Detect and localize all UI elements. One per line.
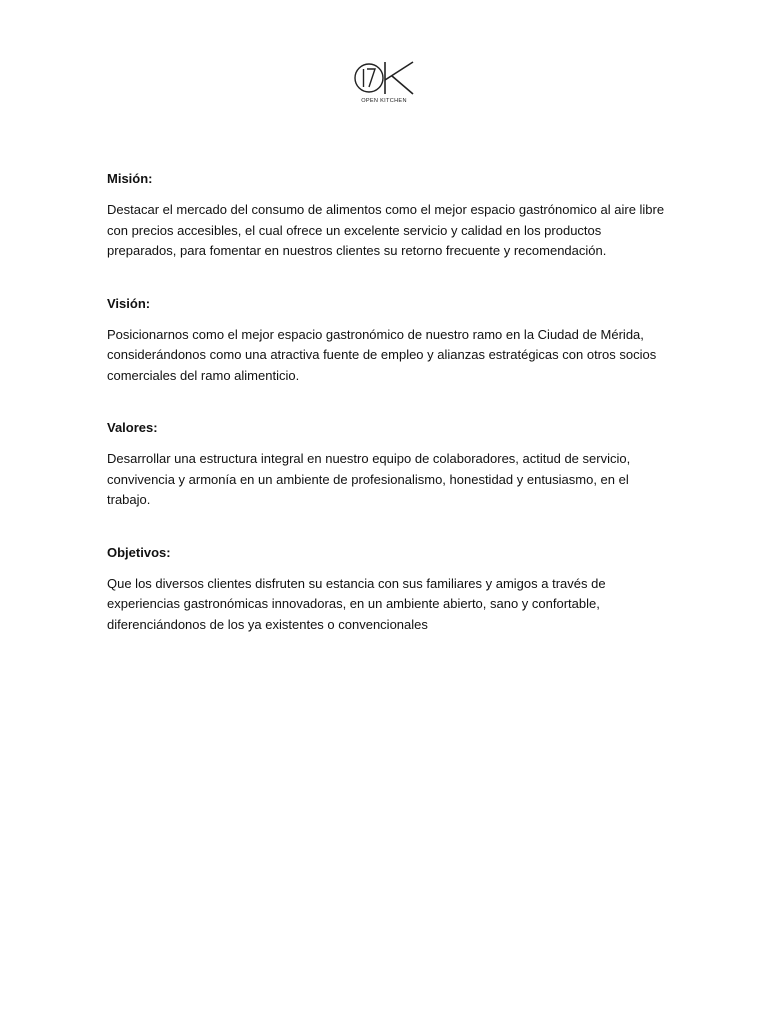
objetivos-text: Que los diversos clientes disfruten su estancia con sus familiares y amigos a través de experiencias gastronómicas innovadoras, en un ambiente abierto, sano y confortable, diferenciándonos de los ya existentes o convencionales — [107, 575, 606, 632]
vision-text: Posicionarnos como el mejor espacio gastronómico de nuestro ramo en la Ciudad de Mérida, considerándonos como una atractiva fuente de empleo y alianzas estratégicas con otros socios comerciales del ramo alimenticio. — [107, 326, 657, 383]
vision-heading: Visión: — [107, 295, 151, 311]
vision-section — [107, 294, 667, 387]
logo-mark — [343, 52, 423, 114]
mision-text: Destacar el mercado del consumo de alimentos como el mejor espacio gastrónomico al aire libre con precios accesibles, el cual ofrece un excelente servicio y calidad en los productos preparados, para fomentar en nuestros clientes su retorno frecuente y recomendación. — [107, 202, 665, 258]
open-kitchen-logo — [343, 52, 423, 114]
mision-heading: Misión: — [107, 171, 153, 186]
logo-caption: OPEN KITCHEN — [361, 98, 407, 104]
objetivos-heading: Objetivos: — [107, 544, 171, 560]
document-body — [107, 169, 667, 635]
valores-heading: Valores: — [107, 420, 158, 435]
valores-section — [107, 418, 667, 511]
mision-section — [107, 169, 667, 262]
objetivos-section — [107, 543, 667, 636]
valores-text: Desarrollar una estructura integral en nuestro equipo de colaboradores, actitud de servicio, convivencia y armonía en un ambiente de profesionalismo, honestidad y entusiasmo, en el trabajo. — [107, 451, 631, 507]
